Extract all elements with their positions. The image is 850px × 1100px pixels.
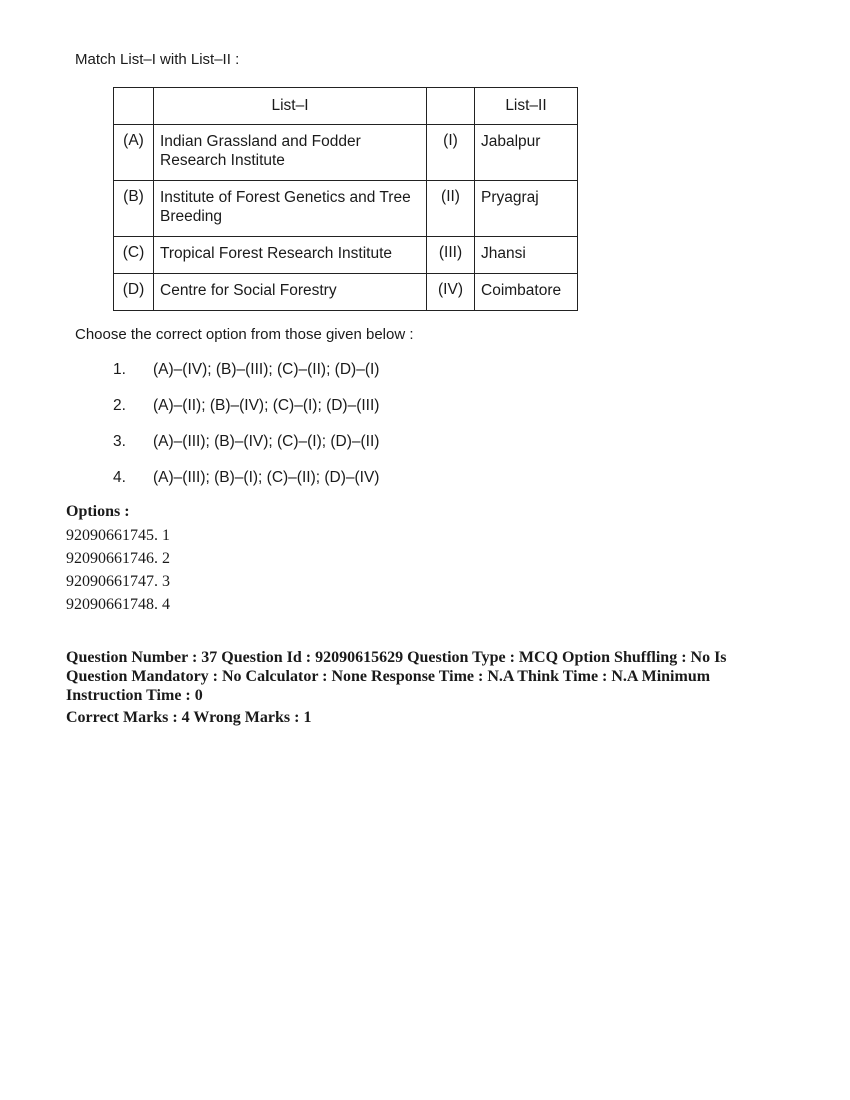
row-item-list1: Indian Grassland and Fodder Research Institute [154,125,427,181]
option-id-item: 92090661748. 4 [66,596,170,613]
row-code-list2: (II) [427,181,475,237]
row-code-list2: (I) [427,125,475,181]
row-item-list2: Coimbatore [475,274,578,311]
options-list [66,527,170,619]
table-header-blank-1 [114,88,154,125]
row-item-list1: Institute of Forest Genetics and Tree Breeding [154,181,427,237]
answer-number: 3. [113,433,126,450]
row-item-list1: Tropical Forest Research Institute [154,237,427,274]
table-header-row [114,88,578,125]
answer-text: (A)–(IV); (B)–(III); (C)–(II); (D)–(I) [153,361,380,378]
answer-text: (A)–(III); (B)–(IV); (C)–(I); (D)–(II) [153,433,380,450]
row-item-list2: Jabalpur [475,125,578,181]
row-code-list2: (III) [427,237,475,274]
row-code-list1: (D) [114,274,154,311]
table-row [114,125,578,181]
answer-item [113,397,379,433]
answer-text: (A)–(III); (B)–(I); (C)–(II); (D)–(IV) [153,469,380,486]
answer-item [113,469,379,505]
answer-text: (A)–(II); (B)–(IV); (C)–(I); (D)–(III) [153,397,380,414]
table-header-list2: List–II [475,88,578,125]
question-meta: Question Number : 37 Question Id : 92090615629 Question Type : MCQ Option Shuffling : No Is Question Mandatory : No Calculator : None Response Time : N.A Think Time : N.A Minimum Instruction Time : 0 [66,649,727,704]
table-row [114,237,578,274]
question-prompt: Match List–I with List–II : [75,51,240,68]
answer-number: 4. [113,469,126,486]
row-code-list1: (B) [114,181,154,237]
row-item-list2: Pryagraj [475,181,578,237]
table-row [114,181,578,237]
row-item-list1: Centre for Social Forestry [154,274,427,311]
answer-item [113,361,379,397]
answer-number: 2. [113,397,126,414]
answer-item [113,433,379,469]
option-id-item: 92090661745. 1 [66,527,170,544]
answer-list [113,361,379,505]
option-id-item: 92090661746. 2 [66,550,170,567]
option-id-item: 92090661747. 3 [66,573,170,590]
options-title: Options : [66,503,130,520]
row-code-list1: (A) [114,125,154,181]
answer-number: 1. [113,361,126,378]
match-table [113,87,578,311]
table-header-list1: List–I [154,88,427,125]
marks-info: Correct Marks : 4 Wrong Marks : 1 [66,709,312,726]
row-code-list1: (C) [114,237,154,274]
row-code-list2: (IV) [427,274,475,311]
row-item-list2: Jhansi [475,237,578,274]
choose-prompt: Choose the correct option from those given below : [75,326,414,343]
table-header-blank-2 [427,88,475,125]
table-row [114,274,578,311]
